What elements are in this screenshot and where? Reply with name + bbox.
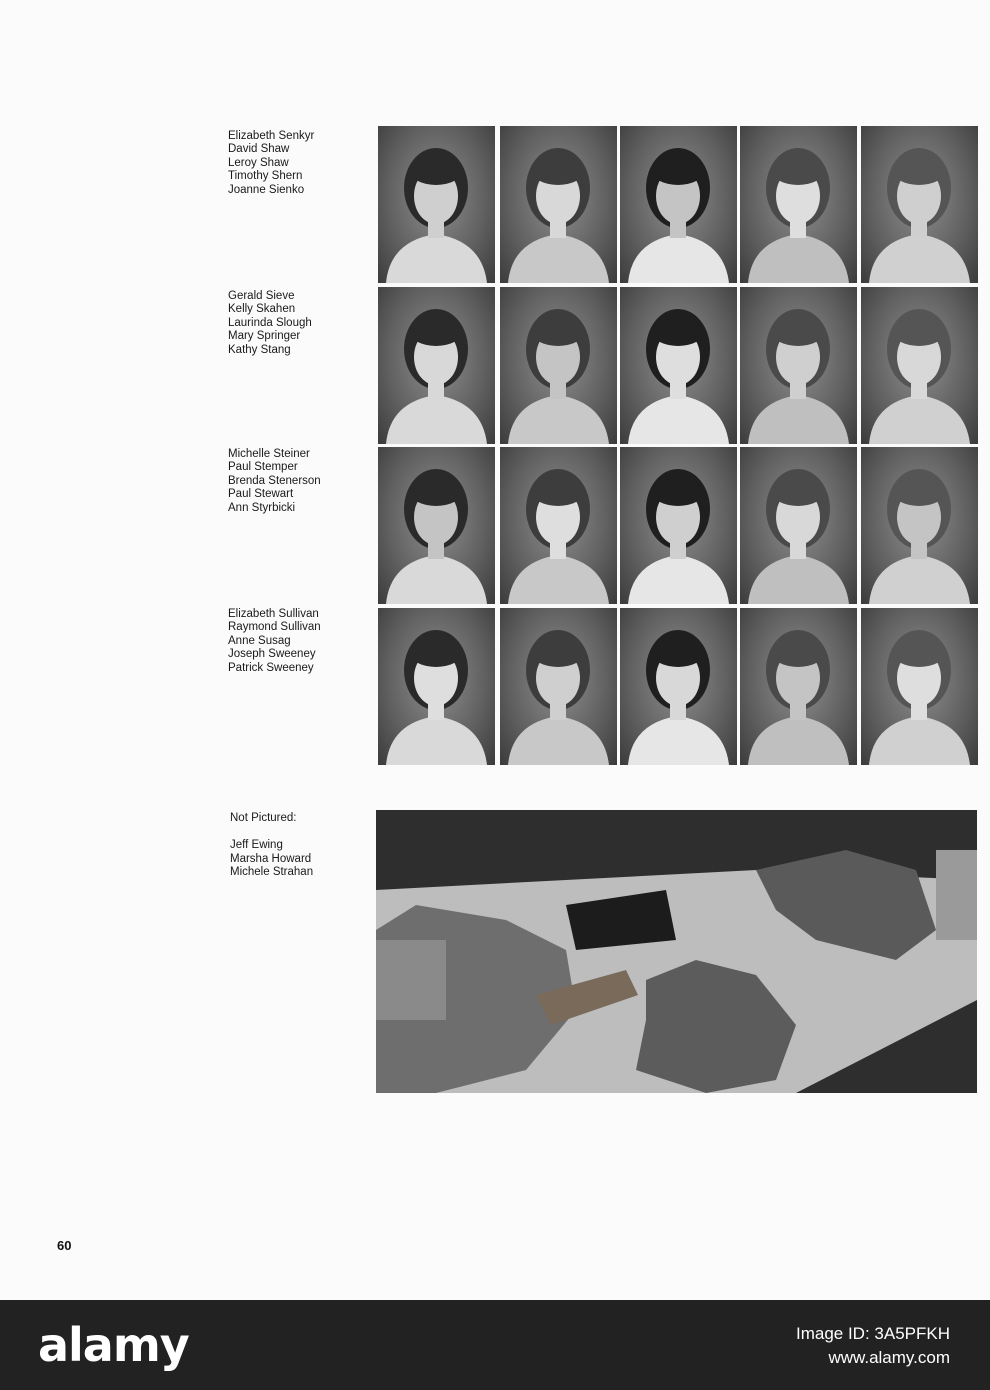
portrait-row-4 <box>378 608 978 766</box>
student-name: Laurinda Slough <box>228 316 312 329</box>
name-list-row-4 <box>228 608 368 675</box>
student-portrait <box>861 287 978 444</box>
portrait-silhouette <box>378 126 495 283</box>
student-portrait <box>378 287 495 444</box>
alamy-logo: alamy <box>38 1318 189 1372</box>
student-name: Mary Springer <box>228 330 301 343</box>
portrait-row-3 <box>378 447 978 605</box>
portrait-silhouette <box>861 447 978 604</box>
name-list-row-1 <box>228 130 368 197</box>
portrait-silhouette <box>740 126 857 283</box>
site-url: www.alamy.com <box>828 1348 950 1367</box>
student-name: Timothy Shern <box>228 170 303 183</box>
student-portrait <box>378 126 495 283</box>
student-portrait <box>620 287 737 444</box>
portrait-silhouette <box>861 608 978 765</box>
not-pictured-heading: Not Pictured: <box>230 812 297 824</box>
portrait-silhouette <box>500 287 617 444</box>
portrait-silhouette <box>620 126 737 283</box>
student-portrait <box>620 608 737 765</box>
portrait-silhouette <box>500 126 617 283</box>
student-name: Patrick Sweeney <box>228 661 314 674</box>
student-name: Brenda Stenerson <box>228 474 321 487</box>
portrait-silhouette <box>620 447 737 604</box>
student-portrait <box>620 126 737 283</box>
portrait-silhouette <box>740 287 857 444</box>
portrait-silhouette <box>378 608 495 765</box>
student-portrait <box>740 287 857 444</box>
student-portrait <box>500 447 617 604</box>
candid-photo-cribbage <box>376 810 977 1093</box>
footer-info <box>796 1322 950 1370</box>
portrait-silhouette <box>378 287 495 444</box>
cribbage-scene <box>376 810 977 1093</box>
student-name: Ann Styrbicki <box>228 501 296 514</box>
student-portrait <box>378 608 495 765</box>
not-pictured-list <box>230 812 370 880</box>
portrait-silhouette <box>861 126 978 283</box>
student-name: Michelle Steiner <box>228 448 310 460</box>
student-name: Michele Strahan <box>230 866 314 879</box>
portrait-silhouette <box>500 447 617 604</box>
student-name: Paul Stewart <box>228 488 294 501</box>
portrait-silhouette <box>500 608 617 765</box>
portrait-silhouette <box>861 287 978 444</box>
student-portrait <box>620 447 737 604</box>
student-portrait <box>861 608 978 765</box>
student-name: Marsha Howard <box>230 852 312 865</box>
student-name: Paul Stemper <box>228 461 298 474</box>
portrait-silhouette <box>378 447 495 604</box>
student-name: Leroy Shaw <box>228 156 289 169</box>
student-portrait <box>861 447 978 604</box>
student-name: Elizabeth Senkyr <box>228 130 315 142</box>
student-name: Jeff Ewing <box>230 839 283 852</box>
watermark-footer <box>0 1300 990 1390</box>
student-portrait <box>378 447 495 604</box>
student-portrait <box>740 126 857 283</box>
portrait-silhouette <box>740 608 857 765</box>
student-name: Kelly Skahen <box>228 303 296 316</box>
portrait-row-2 <box>378 287 978 445</box>
student-portrait <box>861 126 978 283</box>
student-name: Anne Susag <box>228 634 291 647</box>
student-name: Raymond Sullivan <box>228 621 321 634</box>
name-list-row-2 <box>228 290 368 357</box>
portrait-row-1 <box>378 126 978 284</box>
student-portrait <box>500 608 617 765</box>
page-number: 60 <box>57 1238 72 1253</box>
portrait-silhouette <box>620 608 737 765</box>
image-id: Image ID: 3A5PFKH <box>795 1324 950 1343</box>
student-name: Elizabeth Sullivan <box>228 608 319 620</box>
student-portrait <box>740 447 857 604</box>
portrait-silhouette <box>620 287 737 444</box>
student-portrait <box>500 126 617 283</box>
name-list-row-3 <box>228 448 368 515</box>
student-name: Joanne Sienko <box>228 183 305 196</box>
student-name: Gerald Sieve <box>228 290 295 302</box>
student-name: Joseph Sweeney <box>228 648 316 661</box>
student-name: David Shaw <box>228 143 290 156</box>
student-name: Kathy Stang <box>228 343 291 356</box>
student-portrait <box>740 608 857 765</box>
portrait-silhouette <box>740 447 857 604</box>
student-portrait <box>500 287 617 444</box>
